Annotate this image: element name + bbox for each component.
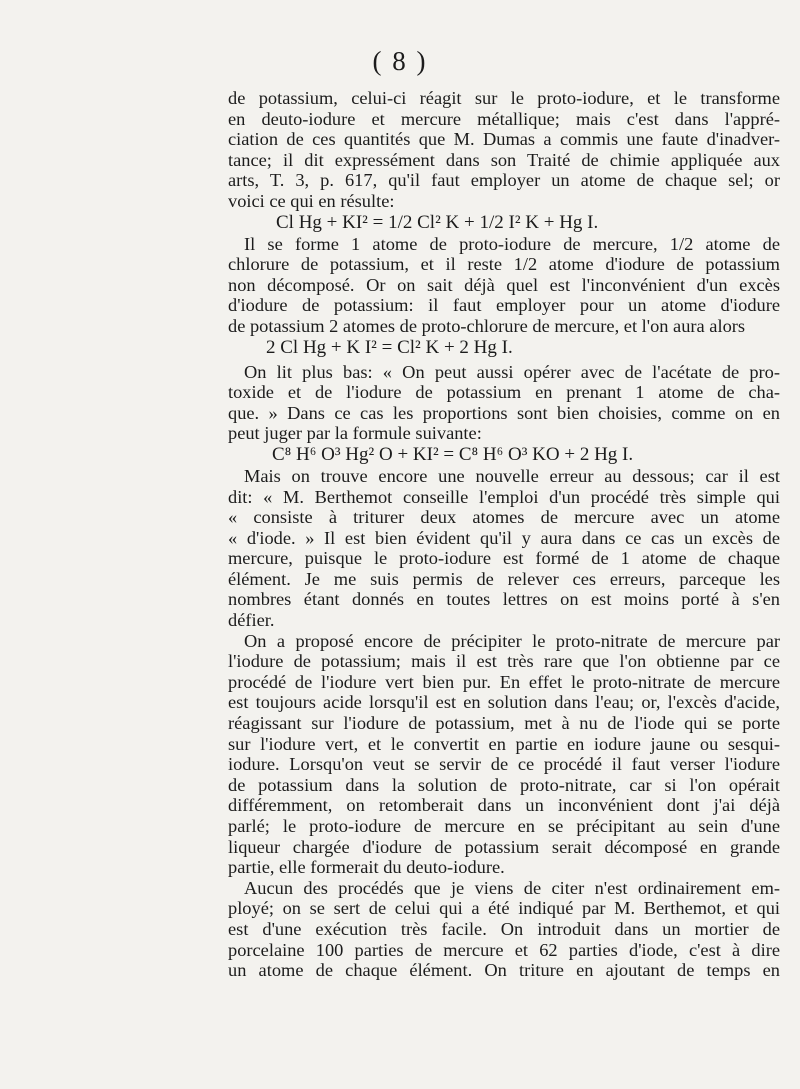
text-line: ployé; on se sert de celui qui a été indiqué par M. Berthemot, et qui <box>228 898 780 919</box>
text-line: élément. Je me suis permis de relever ces erreurs, parceque les <box>228 568 780 589</box>
text-line: dit: « M. Berthemot conseille l'emploi d'un procédé très simple qui <box>228 486 780 507</box>
text-line: que. » Dans ce cas les proportions sont bien choisies, comme on en <box>228 402 780 423</box>
text-line: voici ce qui en résulte: <box>228 190 395 211</box>
text-line: liqueur chargée d'iodure de potassium serait décomposé en grande <box>228 836 780 857</box>
text-line: défier. <box>228 610 275 631</box>
text-line: toxide et de l'iodure de potassium en prenant 1 atome de cha- <box>228 382 780 403</box>
text-line: sur l'iodure vert, et le convertit en partie en iodure jaune ou sesqui- <box>228 733 780 754</box>
text-line: On lit plus bas: « On peut aussi opérer avec de l'acétate de pro- <box>244 361 780 382</box>
text-line: un atome de chaque élément. On triture en ajoutant de temps en <box>228 960 780 981</box>
text-line: mercure, puisque le proto-iodure est formé de 1 atome de chaque <box>228 548 780 569</box>
text-line: arts, T. 3, p. 617, qu'il faut employer un atome de chaque sel; or <box>228 170 780 191</box>
text-line: porcelaine 100 parties de mercure et 62 parties d'iode, c'est à dire <box>228 939 780 960</box>
text-line: tance; il dit expressément dans son Traité de chimie appliquée aux <box>228 149 780 170</box>
text-line: « consiste à triturer deux atomes de mercure avec un atome <box>228 507 780 528</box>
text-line: Aucun des procédés que je viens de citer n'est ordinairement em- <box>244 877 780 898</box>
text-line: de potassium, celui-ci réagit sur le proto-iodure, et le transforme <box>228 88 780 108</box>
paragraph-group-4 <box>228 466 780 981</box>
text-line: non décomposé. Or on sait déjà quel est l'inconvénient d'un excès <box>228 274 780 295</box>
text-line: peut juger par la formule suivante: <box>228 423 482 444</box>
text-line: On a proposé encore de précipiter le proto-nitrate de mercure par <box>244 630 780 651</box>
equation-1: Cl Hg + KI² = 1/2 Cl² K + 1/2 I² K + Hg I. <box>276 211 599 233</box>
text-line: de potassium 2 atomes de proto-chlorure de mercure, et l'on aura alors <box>228 315 746 336</box>
paragraph-group-1 <box>228 88 780 212</box>
text-line: est toujours acide lorsqu'il est en solution dans l'eau; or, l'excès d'acide, <box>228 692 780 713</box>
text-line: de potassium dans la solution de proto-nitrate, car si l'on opérait <box>228 774 780 795</box>
equation-3: C⁸ H⁶ O³ Hg² O + KI² = C⁸ H⁶ O³ KO + 2 Hg I. <box>272 443 634 465</box>
page-number: ( 8 ) <box>372 46 428 76</box>
text-line: différemment, on retomberait dans un inconvénient dont j'ai déjà <box>228 795 780 816</box>
text-line: procédé de l'iodure vert bien pur. En effet le proto-nitrate de mercure <box>228 671 780 692</box>
text-line: Il se forme 1 atome de proto-iodure de mercure, 1/2 atome de <box>244 233 780 254</box>
text-line: est d'une exécution très facile. On introduit dans un mortier de <box>228 918 780 939</box>
paragraph-group-3 <box>228 362 780 444</box>
paragraph-group-2 <box>228 234 780 337</box>
text-line: partie, elle formerait du deuto-iodure. <box>228 857 505 878</box>
text-line: nombres étant donnés en toutes lettres on est moins porté à s'en <box>228 589 780 610</box>
text-line: « d'iode. » Il est bien évident qu'il y aura dans ce cas un excès de <box>228 527 780 548</box>
page-body <box>228 88 780 981</box>
text-line: parlé; le proto-iodure de mercure en se précipitant au sein d'une <box>228 816 780 836</box>
text-line: iodure. Lorsqu'on veut se servir de ce procédé il faut verser l'iodure <box>228 754 780 775</box>
text-line: l'iodure de potassium; mais il est très rare que l'on obtienne par ce <box>228 651 780 672</box>
text-line: chlorure de potassium, et il reste 1/2 atome d'iodure de potassium <box>228 254 780 275</box>
text-line: réagissant sur l'iodure de potassium, met à nu de l'iode qui se porte <box>228 713 780 734</box>
text-line: d'iodure de potassium: il faut employer pour un atome d'iodure <box>228 295 780 316</box>
text-line: Mais on trouve encore une nouvelle erreur au dessous; car il est <box>244 465 780 486</box>
text-line: ciation de ces quantités que M. Dumas a commis une faute d'inadver- <box>228 129 780 150</box>
text-line: en deuto-iodure et mercure métallique; mais c'est dans l'appré- <box>228 108 780 129</box>
equation-2: 2 Cl Hg + K I² = Cl² K + 2 Hg I. <box>266 336 513 358</box>
